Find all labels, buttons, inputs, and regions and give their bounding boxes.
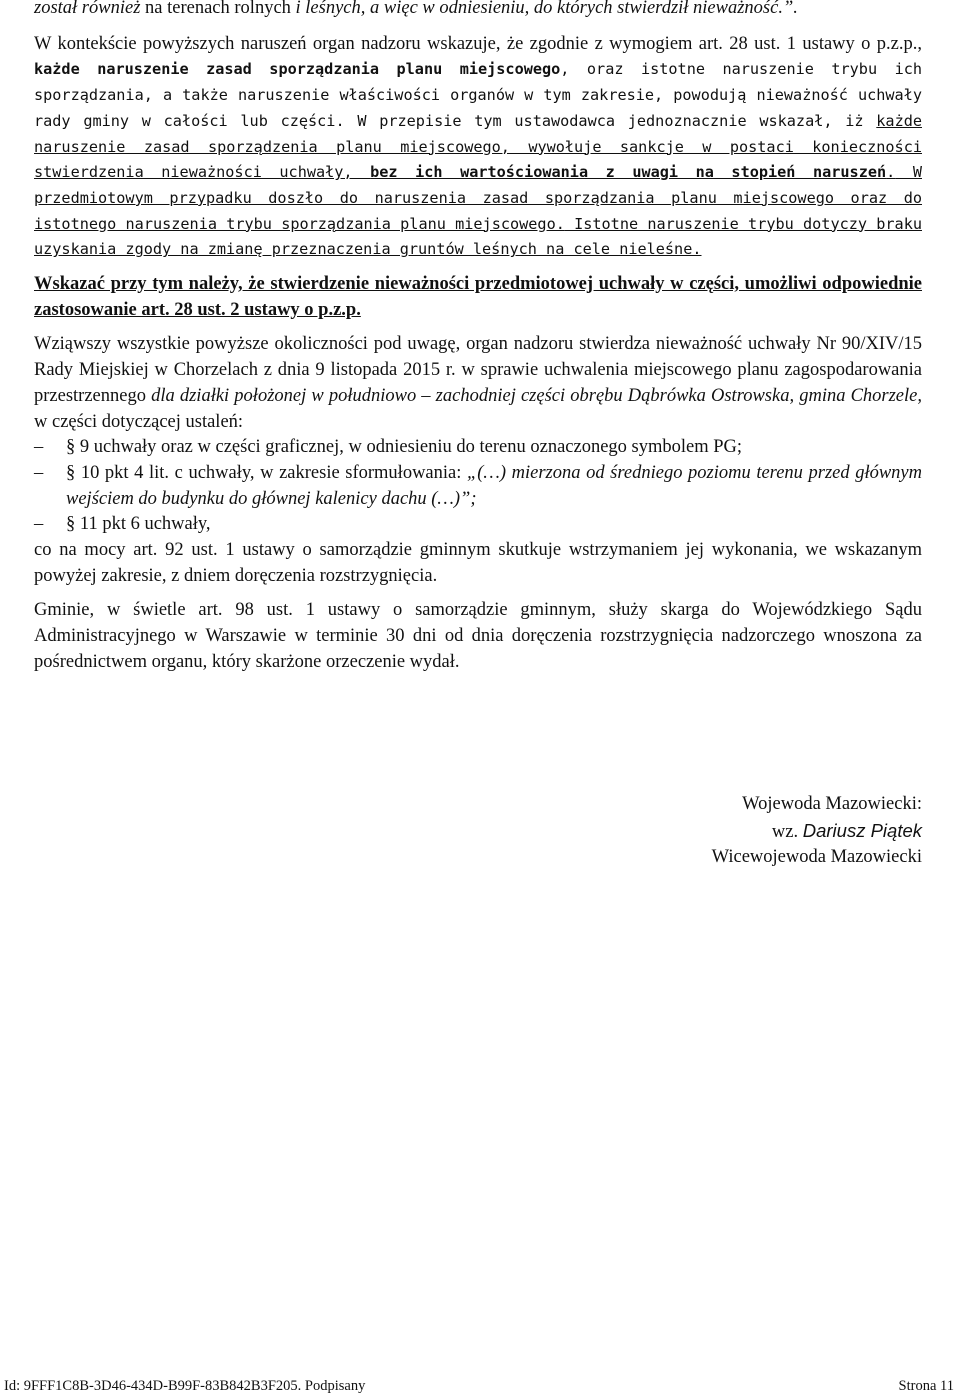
paragraph-mono [34, 60, 922, 258]
intro-plain: na terenach rolnych [140, 0, 296, 18]
signature-title: Wojewoda Mazowiecki: [742, 794, 922, 814]
signature-block [712, 792, 922, 871]
list-item-text: § 10 pkt 4 lit. c uchwały, w zakresie sformułowania: [66, 462, 467, 483]
mono-bold-text: każde naruszenie zasad sporządzania planu miejscowego [34, 60, 561, 79]
footer-page-number: Strona 11 [898, 1378, 954, 1394]
signature-name: Dariusz Piątek [802, 819, 922, 841]
list-item-quote: „(…) mierzona od średniego poziomu terenu przed głównym wejściem do budynku do głównej kalenicy dachu (…)”; [66, 462, 923, 509]
list-dash: – [34, 462, 44, 483]
intro-italic-1: został również [34, 0, 141, 18]
paragraph-wskazac: Wskazać przy tym należy, że stwierdzenie nieważności przedmiotowej uchwały w części, umożliwi odpowiednie zastosowanie art. 28 ust. 2 ustawy o p.z.p. [34, 274, 922, 320]
list-item-text: § 9 uchwały oraz w części graficznej, w odniesieniu do terenu oznaczonego symbolem PG; [66, 437, 743, 458]
wziawszy-italic: dla działki położonej w południowo – zachodniej części obrębu Dąbrówka Ostrowska, gmina Chorzele, [151, 385, 922, 406]
list-dash: – [34, 514, 44, 535]
paragraph-context [34, 32, 922, 263]
paragraph-appeal: Gminie, w świetle art. 98 ust. 1 ustawy o samorządzie gminnym, służy skarga do Wojewódzkiego Sądu Administracyjnego w Warszawie w terminie 30 dni od dnia doręczenia rozstrzygnięcia nadzorczego wnoszona za pośrednictwem organu, który skarżone orzeczenie wydał. [34, 600, 922, 672]
signature-wz-prefix: wz. [771, 821, 803, 842]
footer-document-id: Id: 9FFF1C8B-3D46-434D-B99F-83B842B3F205. Podpisany [4, 1378, 366, 1394]
paragraph-wziawszy [34, 332, 922, 435]
wziawszy-text-after: w części dotyczącej ustaleń: [34, 411, 244, 432]
mono-underlined-bold: bez ich wartościowania z uwagi na stopień naruszeń [370, 163, 887, 182]
document-page [34, 0, 923, 868]
context-text: W kontekście powyższych naruszeń organ nadzoru wskazuje, że zgodnie z wymogiem art. 28 ust. 1 ustawy o p.z.p., [34, 33, 922, 54]
mono-sentence-2: W przepisie tym ustawodawca jednoznacznie wskazał, iż [357, 111, 877, 130]
list-item [34, 461, 922, 512]
mono-underlined-text: każde naruszenie zasad sporządzenia planu miejscowego, wywołuje sankcje w postaci konieczności stwierdzenia nieważności uchwały, [34, 111, 922, 182]
list-dash: – [34, 437, 44, 458]
list-item [34, 435, 922, 461]
mono-underlined-end: . [886, 163, 896, 182]
wziawszy-text: Wziąwszy wszystkie powyższe okoliczności pod uwagę, organ nadzoru stwierdza nieważność uchwały Nr 90/XIV/15 Rady Miejskiej w Chorzelach z dnia 9 listopada 2015 r. w sprawie uchwalenia miejscowego planu zagospodarowania przestrzennego [34, 334, 922, 406]
paragraph-conclusion: co na mocy art. 92 ust. 1 ustawy o samorządzie gminnym skutkuje wstrzymaniem jej wykonania, we wskazanym powyżej zakresie, z dniem doręczenia rozstrzygnięcia. [34, 540, 922, 586]
findings-list [34, 435, 922, 538]
mono-sentence-3: W przedmiotowym przypadku doszło do naruszenia zasad sporządzania planu miejscowego oraz do istotnego naruszenia trybu sporządzania planu miejscowego. [34, 163, 922, 233]
intro-italic-2: i leśnych, a więc w odniesieniu, do których stwierdził nieważność.”. [295, 0, 798, 18]
signature-role: Wicewojewoda Mazowiecki [711, 847, 922, 868]
list-item [34, 512, 922, 538]
list-item-text: § 11 pkt 6 uchwały, [66, 514, 211, 535]
mono-sentence-4: Istotne naruszenie trybu dotyczy braku uzyskania zgody na zmianę przeznaczenia gruntów leśnych na cele nieleśne. [34, 214, 922, 259]
paragraph-intro [34, 0, 922, 22]
mono-text-after-bold: , oraz istotne naruszenie trybu ich sporządzania, a także naruszenie właściwości organów w tym zakresie, powodują nieważność uchwały rady gminy w całości lub części. [34, 60, 922, 130]
signature-name-line [712, 818, 922, 846]
